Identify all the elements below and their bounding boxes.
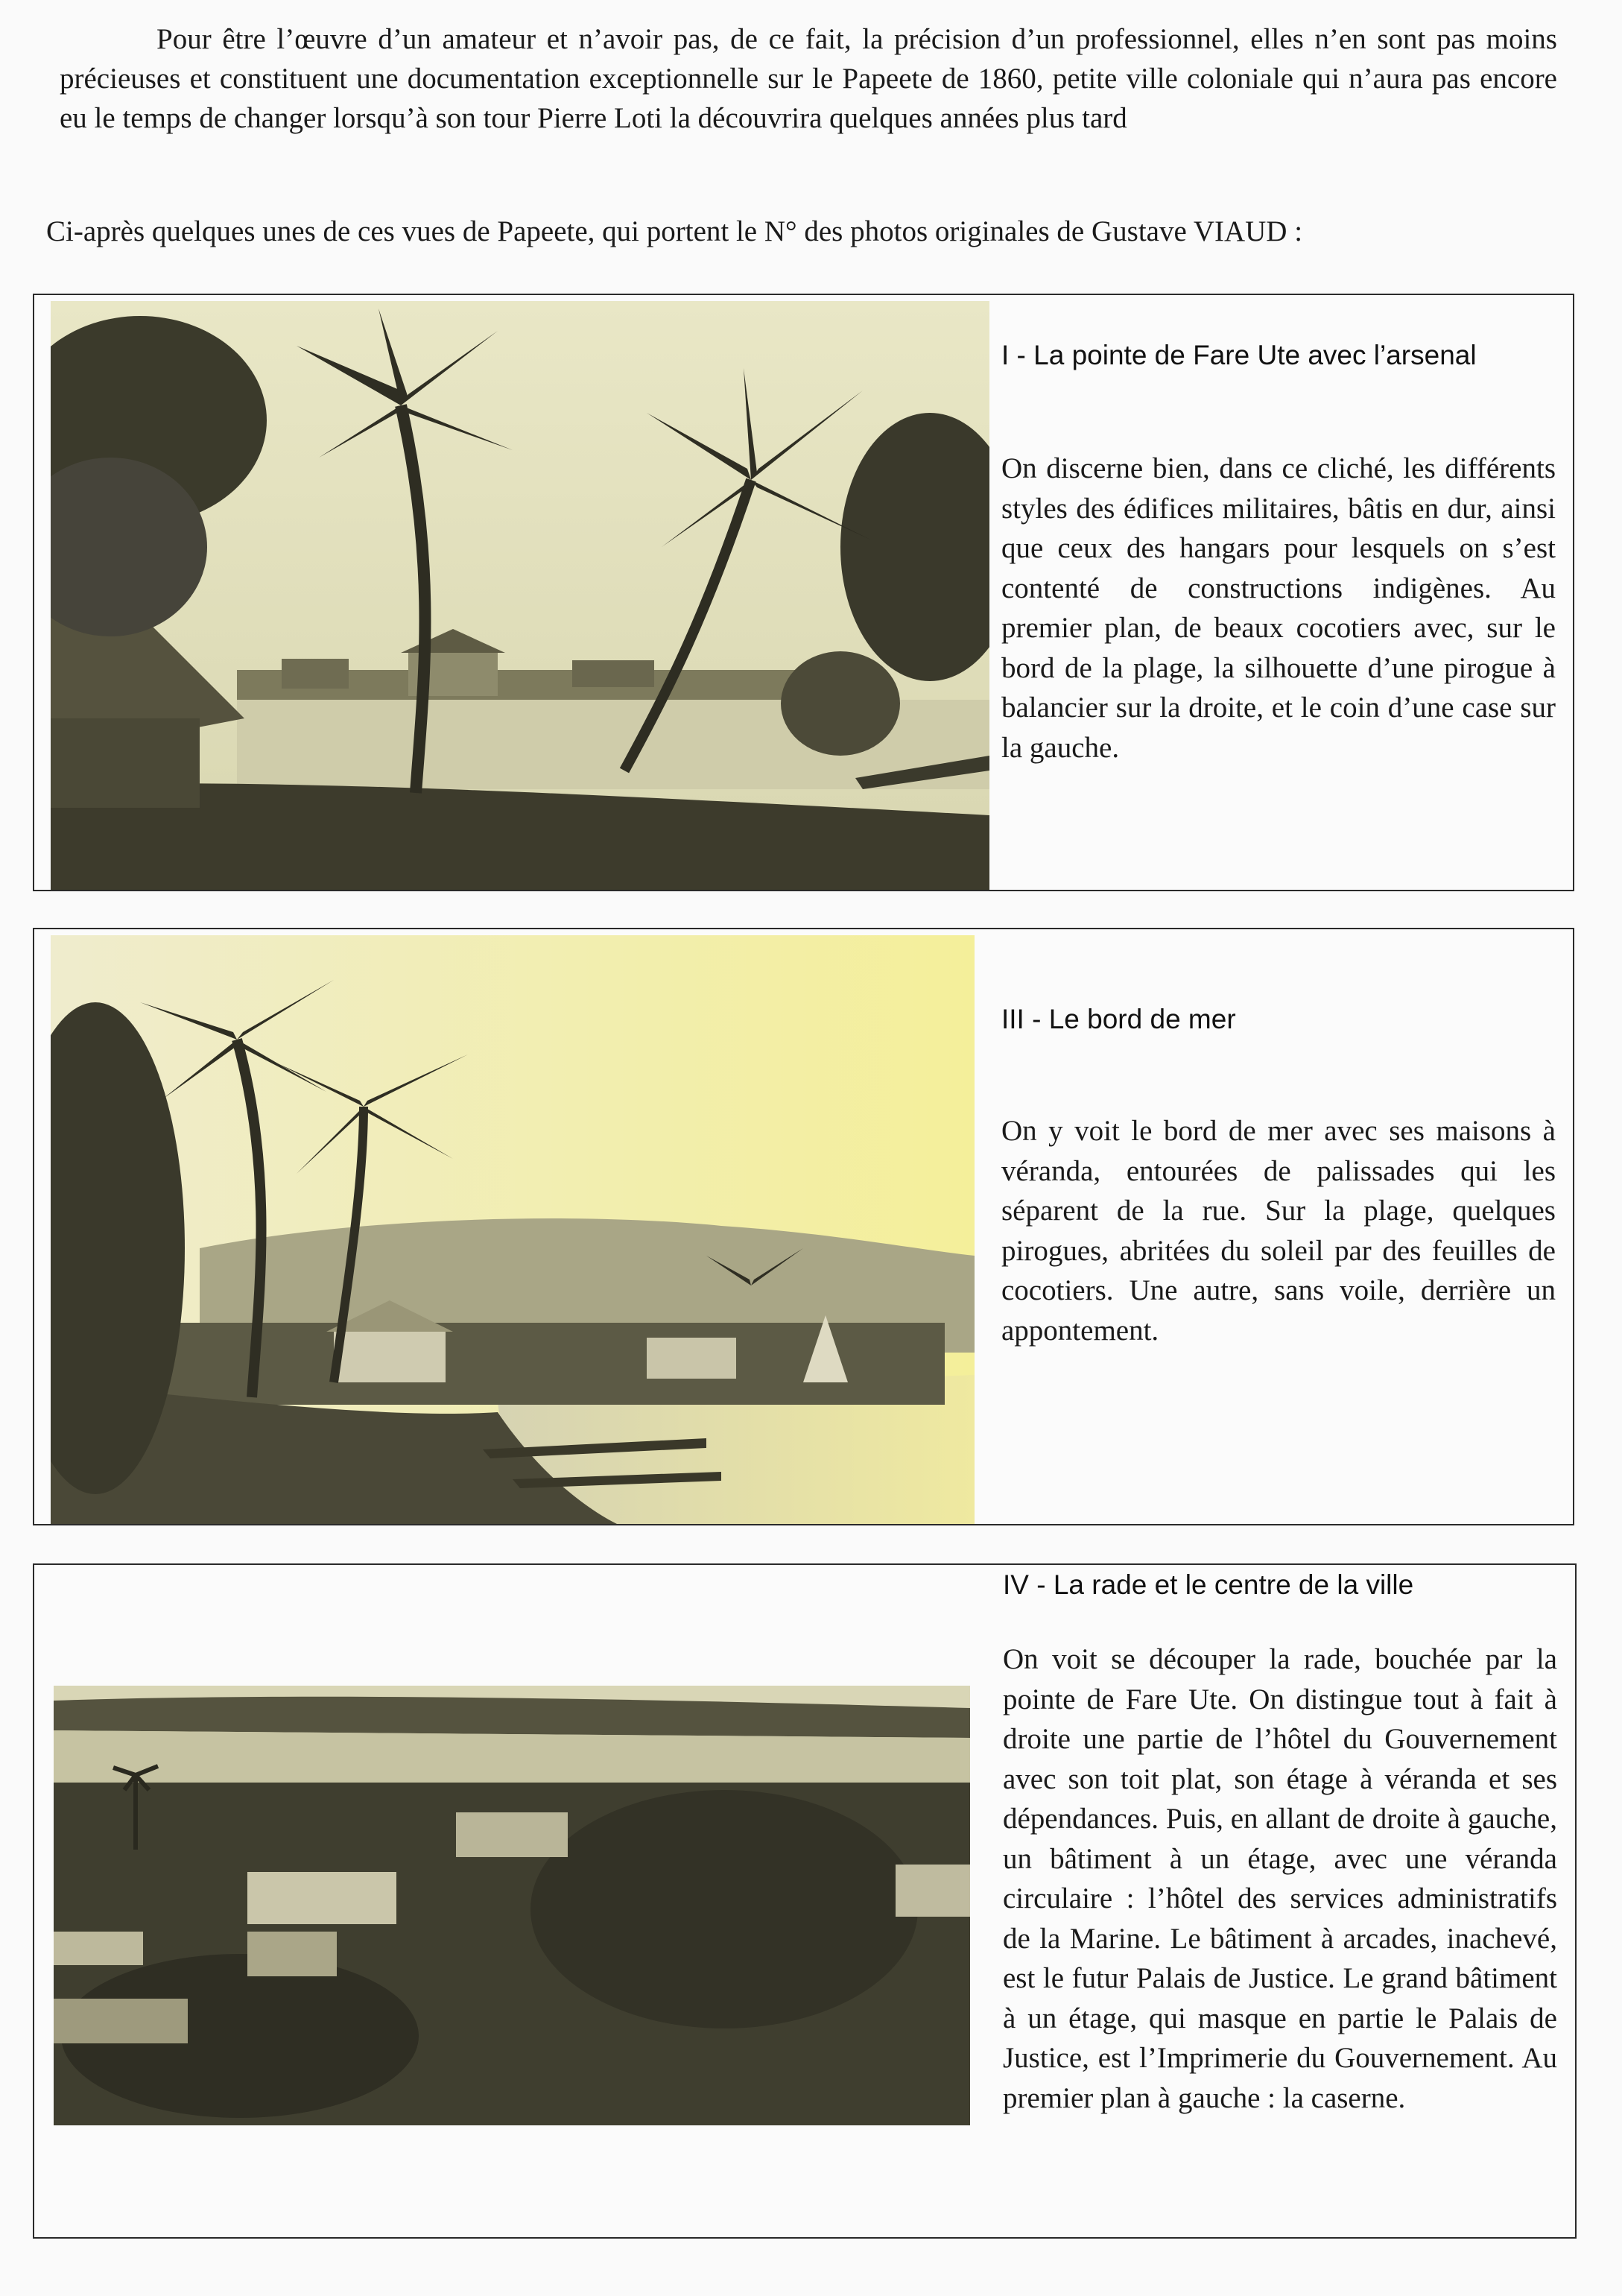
photo-panel-3: [33, 1563, 1577, 2239]
photo-bord-de-mer: [51, 935, 975, 1524]
photo-rade-centre-ville: [54, 1686, 970, 2125]
photo-panel-2: [33, 928, 1574, 1525]
photo-description-1: On discerne bien, dans ce cliché, les différents styles des édifices militaires, bâtis en dur, ainsi que ceux des hangars pour lesquels on s’est contenté de constructions indigènes. Au premier plan, de beaux cocotiers avec, sur le bord de la plage, la silhouette d’une pirogue à balancier sur la droite, et le coin d’une case sur la gauche.: [1001, 452, 1556, 764]
photo-caption-1: I - La pointe de Fare Ute avec l’arsenal: [1001, 340, 1477, 370]
photo-panel-1: [33, 294, 1574, 891]
photo-caption-2: III - Le bord de mer: [1001, 1004, 1236, 1034]
photo-fare-ute-arsenal: [51, 301, 989, 890]
photo-description-3: On voit se découper la rade, bouchée par la pointe de Fare Ute. On distingue tout à fait à droite une partie de l’hôtel du Gouvernement avec son toit plat, son étage à véranda et ses dépendances. Puis, en allant de droite à gauche, un bâtiment à un étage, avec une véranda circulaire : l’hôtel des services administratifs de la Marine. Le bâtiment à arcades, inachevé, est le futur Palais de Justice. Le grand bâtiment à un étage, qui masque en partie le Palais de Justice, est l’Imprimerie du Gouvernement. Au premier plan à gauche : la caserne.: [1003, 1643, 1557, 2114]
photo-rade-centre-ville-image: [54, 1686, 970, 2125]
photo-fare-ute-arsenal-image: [51, 301, 989, 890]
photo-bord-de-mer-image: [51, 935, 975, 1524]
photo-list-lead: Ci-après quelques unes de ces vues de Papeete, qui portent le N° des photos originales de Gustave VIAUD :: [46, 215, 1303, 247]
photo-caption-3: IV - La rade et le centre de la ville: [1003, 1569, 1414, 1600]
intro-paragraph: [60, 19, 1557, 138]
intro-text: Pour être l’œuvre d’un amateur et n’avoir pas, de ce fait, la précision d’un professionnel, elles n’en sont pas moins précieuses et constituent une documentation exceptionnelle sur le Papeete de 1860, petite ville coloniale qui n’aura pas encore eu le temps de changer lorsqu’à son tour Pierre Loti la découvrira quelques années plus tard: [60, 23, 1557, 134]
photo-description-2: On y voit le bord de mer avec ses maisons à véranda, entourées de palissades qui les séparent de la rue. Sur la plage, quelques pirogues, abritées du soleil par des feuilles de cocotiers. Une autre, sans voile, derrière un appontement.: [1001, 1115, 1556, 1347]
